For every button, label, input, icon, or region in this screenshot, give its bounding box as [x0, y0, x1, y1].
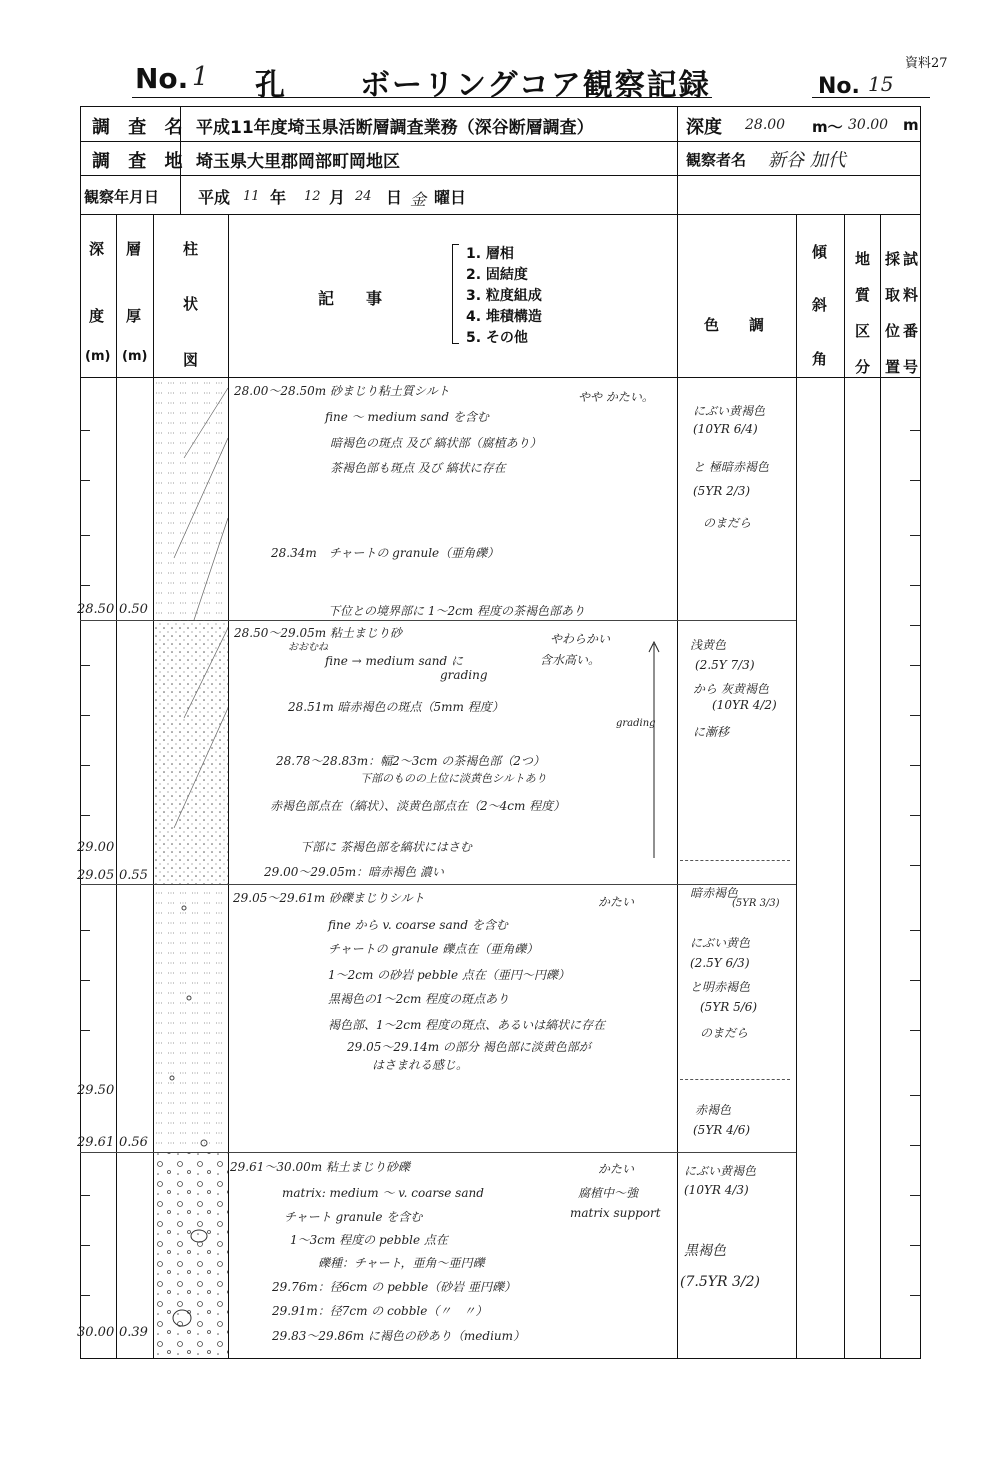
- layer4-note-4: 腐植中〜強: [578, 1186, 639, 1200]
- layer3-color-1: 暗赤褐色: [690, 886, 739, 900]
- layer4-color-1: にぶい黄褐色: [684, 1164, 757, 1178]
- layer1-note-2: やや かたい。: [578, 390, 654, 404]
- column-log-1: 柱: [183, 240, 199, 258]
- hole-suffix: 孔: [255, 68, 285, 103]
- sample-position: [885, 241, 900, 385]
- depth-label-4: 29.50: [77, 1083, 115, 1098]
- layer2-note-13: 29.00〜29.05m：暗赤褐色 濃い: [264, 865, 444, 879]
- article-items: [466, 244, 542, 349]
- depth-to: 30.00: [848, 117, 889, 133]
- document-code: 資料27: [905, 56, 948, 71]
- thickness-label-2: 0.55: [119, 868, 148, 883]
- layer2-note-6: grading: [440, 668, 488, 682]
- depth-unit-to: m: [903, 116, 919, 134]
- sheet-no-label: No.: [818, 74, 860, 99]
- layer2-note-4: 含水高い。: [540, 653, 601, 667]
- date-weekday-unit: 曜日: [434, 188, 467, 207]
- layer1-note-5: 茶褐色部も斑点 及び 縞状に存在: [330, 461, 506, 475]
- dip-1: 傾: [812, 243, 828, 261]
- thickness-label-1: 0.50: [119, 602, 148, 617]
- layer1-note-7: 下位との境界部に 1〜2cm 程度の茶褐色部あり: [328, 604, 585, 618]
- article-item-4: 4. 堆積構造: [466, 309, 542, 325]
- layer-2-pattern: [154, 620, 228, 884]
- sample-no-2: 料: [903, 286, 919, 304]
- layer3-note-4: チャートの granule 礫点在（亜角礫）: [328, 942, 539, 956]
- layer2-note-3: おおむね: [288, 642, 328, 653]
- layer1-color-1: にぶい黄褐色: [693, 404, 766, 418]
- layer1-note-4: 暗褐色の斑点 及び 縞状部（腐植あり）: [330, 436, 542, 450]
- layer3-note-6: 黒褐色の1〜2cm 程度の斑点あり: [328, 992, 510, 1006]
- date-day-unit: 日: [386, 188, 403, 207]
- layer2-color-5: に漸移: [693, 725, 730, 739]
- date-year-unit: 年: [270, 188, 287, 207]
- dip-2: 斜: [812, 296, 828, 314]
- layer2-note-1: 28.50〜29.05m 粘土まじり砂: [234, 626, 402, 640]
- layer3-note-7: 褐色部、1〜2cm 程度の斑点、あるいは縞状に存在: [328, 1018, 606, 1032]
- sheet-no: 15: [868, 72, 894, 96]
- article-item-1: 1. 層相: [466, 246, 514, 262]
- layer3-note-5: 1〜2cm の砂岩 pebble 点在（亜円〜円礫）: [328, 968, 570, 982]
- date-label: 観察年月日: [84, 188, 160, 206]
- date-month-unit: 月: [329, 188, 346, 207]
- article-item-2: 2. 固結度: [466, 267, 528, 283]
- layer2-color-3: から 灰黄褐色: [693, 682, 769, 696]
- layer4-note-10: 29.91m：径7cm の cobble（〃 〃）: [272, 1304, 488, 1318]
- hole-no: 1: [192, 62, 209, 92]
- geo-1: 地: [855, 250, 871, 268]
- layer-3-pattern: [154, 884, 228, 1152]
- layer1-color-5: のまだら: [703, 516, 752, 530]
- sample-no-1: 試: [903, 250, 919, 268]
- layer-1-pattern: [154, 378, 228, 620]
- thickness-col-2: 厚: [126, 307, 142, 325]
- layer4-note-11: 29.83〜29.86m に褐色の砂あり（medium）: [272, 1329, 526, 1343]
- depth-from: 28.00: [745, 117, 786, 133]
- article-heading: 記 事: [318, 289, 383, 308]
- layer3-color-2: (5YR 3/3): [732, 898, 780, 909]
- layer2-note-12: 下部に 茶褐色部を縞状にはさむ: [300, 840, 472, 854]
- layer3-color-5: と明赤褐色: [690, 980, 751, 994]
- layer1-color-3: と 極暗赤褐色: [693, 460, 769, 474]
- depth-col-1: 深: [89, 240, 105, 258]
- geo-2: 質: [855, 286, 871, 304]
- layer4-note-3: matrix: medium 〜 v. coarse sand: [282, 1186, 484, 1200]
- layer1-color-4: (5YR 2/3): [693, 484, 751, 498]
- depth-label-2: 29.00: [77, 840, 115, 855]
- color-heading: 色 調: [704, 316, 765, 334]
- layer2-color-2: (2.5Y 7/3): [695, 658, 755, 672]
- sample-number: [903, 241, 918, 385]
- layer3-color-6: (5YR 5/6): [700, 1000, 758, 1014]
- layer3-color-7: のまだら: [700, 1026, 749, 1040]
- layer1-color-2: (10YR 6/4): [693, 422, 758, 436]
- layer4-note-8: 礫種：チャート，亜角〜亜円礫: [318, 1256, 485, 1270]
- article-item-5: 5. その他: [466, 330, 528, 346]
- layer3-color-4: (2.5Y 6/3): [690, 956, 750, 970]
- survey-name: 平成11年度埼玉県活断層調査業務（深谷断層調査）: [196, 118, 594, 138]
- depth-label: 深度: [686, 117, 722, 138]
- layer3-note-2: かたい: [598, 895, 635, 909]
- date-era: 平成: [198, 188, 231, 207]
- observer-name: 新谷 加代: [768, 150, 846, 171]
- layer2-color-4: (10YR 4/2): [712, 698, 777, 712]
- layer4-note-5: matrix support: [570, 1206, 661, 1220]
- geo-4: 分: [855, 358, 871, 376]
- layer4-color-4: (7.5YR 3/2): [680, 1274, 760, 1290]
- sample-no-3: 番: [903, 322, 919, 340]
- site: 埼玉県大里郡岡部町岡地区: [196, 152, 400, 172]
- layer4-color-2: (10YR 4/3): [684, 1183, 749, 1197]
- columnar-section: [154, 378, 228, 1358]
- thickness-col-1: 層: [126, 240, 142, 258]
- depth-label-6: 30.00: [77, 1325, 115, 1340]
- layer4-note-2: かたい: [598, 1162, 635, 1176]
- site-label: 調 査 地: [92, 151, 189, 172]
- depth-col-2: 度: [89, 307, 105, 325]
- layer1-note-6: 28.34m チャートの granule（亜角礫）: [271, 546, 500, 560]
- thickness-col-unit: (m): [122, 349, 148, 364]
- dip-3: 角: [812, 350, 828, 368]
- depth-label-5: 29.61: [77, 1135, 115, 1150]
- grading-arrow-icon: [646, 640, 662, 860]
- geo-3: 区: [855, 322, 871, 340]
- thickness-label-4: 0.39: [119, 1325, 148, 1340]
- layer1-note-3: fine 〜 medium sand を含む: [325, 410, 489, 424]
- layer-4-pattern: [154, 1152, 228, 1358]
- date-weekday: 金: [410, 190, 427, 209]
- layer4-color-3: 黒褐色: [684, 1243, 726, 1259]
- layer2-note-5: fine → medium sand に: [325, 654, 463, 668]
- layer2-color-1: 浅黄色: [690, 638, 727, 652]
- layer3-note-3: fine から v. coarse sand を含む: [328, 918, 508, 932]
- layer3-note-8: 29.05〜29.14m の部分 褐色部に淡黄色部が: [347, 1040, 591, 1054]
- layer2-note-11: 赤褐色部点在（縞状）、淡黄色部点在（2〜4cm 程度）: [270, 799, 566, 813]
- column-log-3: 図: [183, 351, 199, 369]
- layer3-color-3: にぶい黄色: [690, 936, 751, 950]
- layer4-note-7: 1〜3cm 程度の pebble 点在: [290, 1233, 448, 1247]
- date-month: 12: [304, 189, 321, 204]
- layer4-note-1: 29.61〜30.00m 粘土まじり砂礫: [230, 1160, 410, 1174]
- layer1-note-1: 28.00〜28.50m 砂まじり粘土質シルト: [234, 384, 450, 398]
- layer2-note-8: grading: [616, 718, 656, 729]
- layer3-note-1: 29.05〜29.61m 砂礫まじりシルト: [233, 891, 425, 905]
- layer2-note-7: 28.51m 暗赤褐色の斑点（5mm 程度）: [288, 700, 504, 714]
- layer3-color-9: (5YR 4/6): [693, 1123, 751, 1137]
- survey-name-label: 調 査 名: [92, 117, 189, 138]
- sample-3: 位: [885, 322, 901, 340]
- depth-label-3: 29.05: [77, 868, 115, 883]
- sample-no-4: 号: [903, 358, 919, 376]
- geo-division: [855, 241, 870, 385]
- depth-unit-from: m〜: [812, 118, 843, 136]
- column-log-2: 状: [183, 295, 199, 313]
- hole-no-label: No.: [135, 62, 189, 95]
- observer-label: 観察者名: [686, 151, 747, 169]
- depth-label-1: 28.50: [77, 602, 115, 617]
- sample-4: 置: [885, 358, 901, 376]
- depth-col-unit: (m): [85, 349, 111, 364]
- page-title: ボーリングコア観察記録: [360, 68, 711, 103]
- layer2-note-9: 28.78〜28.83m：幅2〜3cm の茶褐色部（2つ）: [276, 754, 545, 768]
- layer3-note-9: はさまれる感じ。: [372, 1058, 469, 1072]
- layer4-note-9: 29.76m：径6cm の pebble（砂岩 亜円礫）: [272, 1280, 516, 1294]
- date-year: 11: [243, 189, 260, 204]
- layer2-note-2: やわらかい: [550, 632, 611, 646]
- layer4-note-6: チャート granule を含む: [284, 1210, 423, 1224]
- sample-2: 取: [885, 286, 901, 304]
- date-day: 24: [355, 189, 372, 204]
- thickness-label-3: 0.56: [119, 1135, 148, 1150]
- layer3-color-8: 赤褐色: [695, 1103, 732, 1117]
- layer2-note-10: 下部のものの上位に淡黄色シルトあり: [360, 772, 547, 785]
- sample-1: 採: [885, 250, 901, 268]
- article-item-3: 3. 粒度組成: [466, 288, 542, 304]
